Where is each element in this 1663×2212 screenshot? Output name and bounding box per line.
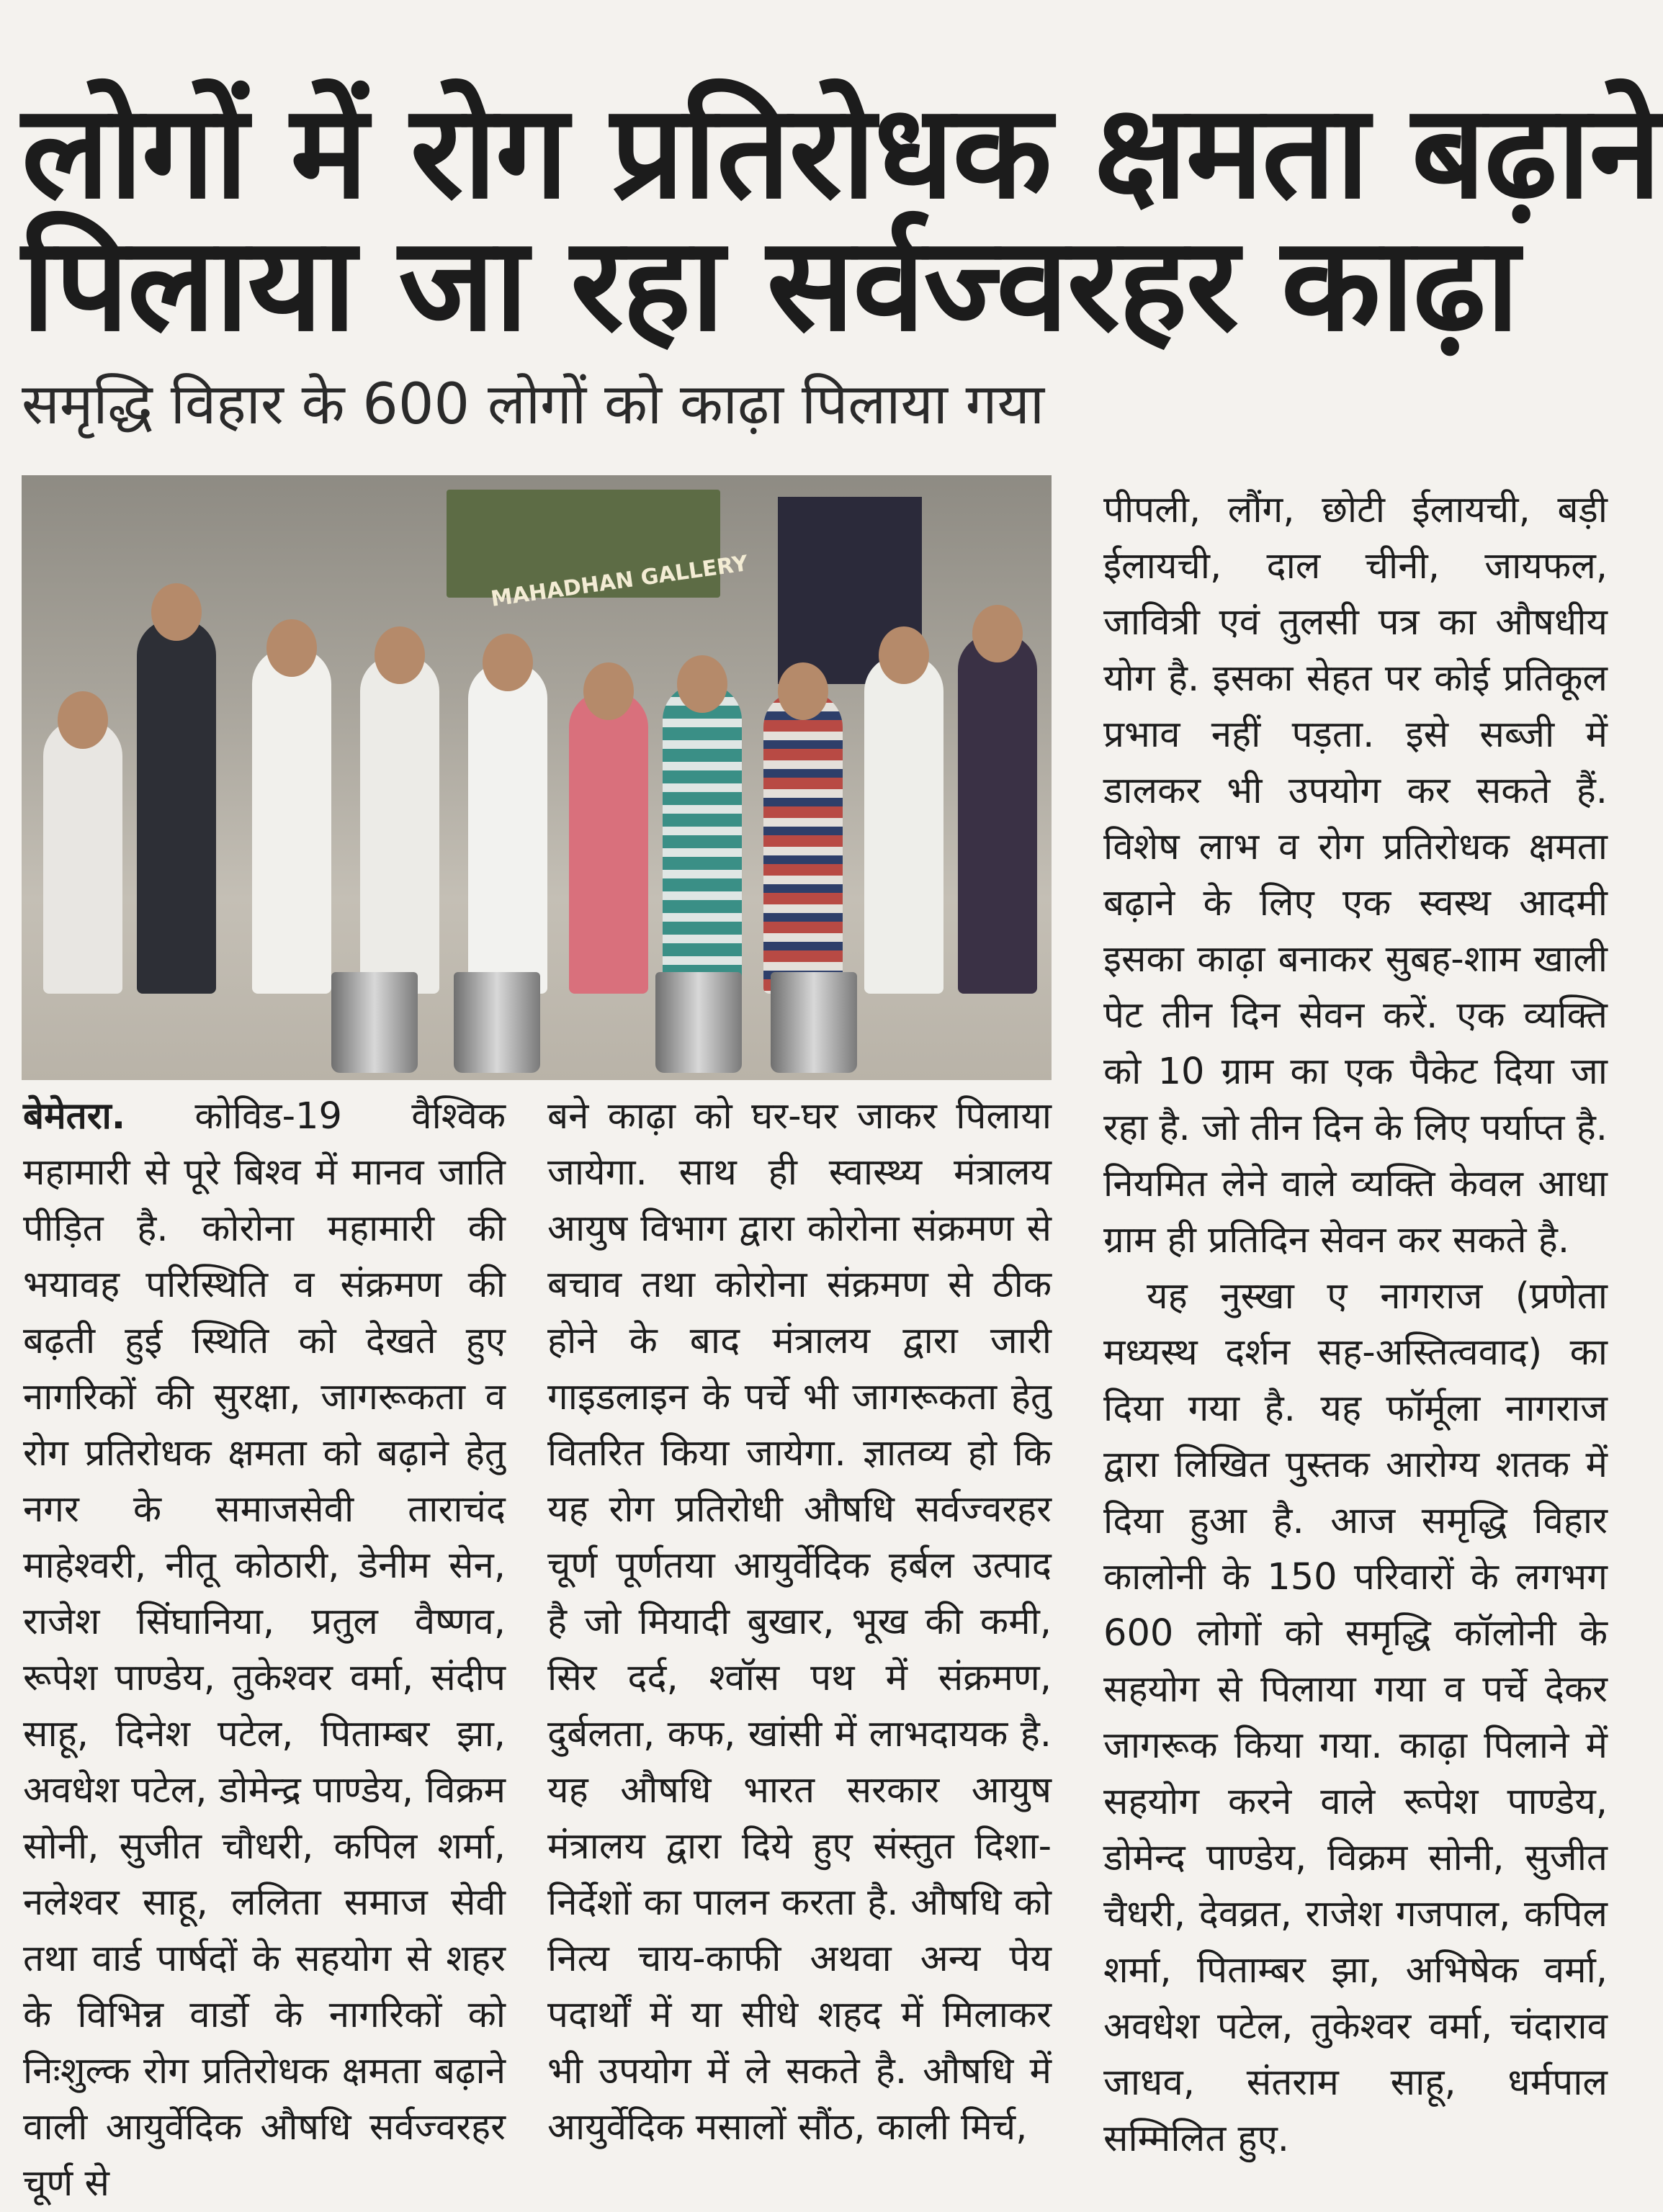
person-head <box>58 691 108 749</box>
person <box>958 634 1037 994</box>
person-head <box>879 626 929 684</box>
gallery-sign <box>447 490 750 612</box>
person <box>43 720 122 994</box>
person <box>468 662 547 994</box>
person-head <box>266 619 317 677</box>
person <box>252 648 331 994</box>
column-1-text: कोविड-19 वैश्विक महामारी से पूरे बिश्व में मानव जाति पीड़ित है. कोरोना महामारी की भयावह परिस्थिति व संक्रमण की बढ़ती हुई स्थिति को देखते हुए नागरिकों की सुरक्षा, जागरूकता व रोग प्रतिरोधक क्षमता को बढ़ाने हेतु नगर के समाजसेवी ताराचंद माहेश्वरी, नीतू कोठारी, डेनीम सेन, राजेश सिंघानिया, प्रतुल वैष्णव, रूपेश पाण्डेय, तुकेश्वर वर्मा, संदीप साहू, दिनेश पटेल, पिताम्बर झा, अवधेश पटेल, डोमेन्द्र पाण्डेय, विक्रम सोनी, सुजीत चौधरी, कपिल शर्मा, नलेश्वर साहू, ललिता समाज सेवी तथा वार्ड पार्षदों के सहयोग से शहर के विभिन्न वार्डो के नागरिकों को निःशुल्क रोग प्रतिरोधक क्षमता बढ़ाने वाली आयुर्वेदिक औषधि सर्वज्वरहर चूर्ण से <box>23 1095 506 2205</box>
person <box>360 655 439 994</box>
steel-pot <box>331 972 418 1073</box>
person <box>763 691 843 994</box>
steel-pot <box>454 972 540 1073</box>
column-3 <box>1103 482 1608 2167</box>
column-1 <box>23 1089 506 2212</box>
person-head <box>583 662 634 720</box>
person-head <box>778 662 828 720</box>
headline-line-1: लोगों में रोग प्रतिरोधक क्षमता बढ़ाने <box>22 77 1660 228</box>
person <box>569 691 648 994</box>
news-photo <box>22 475 1052 1080</box>
person-head <box>483 634 533 691</box>
steel-pot <box>771 972 857 1073</box>
column-3-paragraph-1: पीपली, लौंग, छोटी ईलायची, बड़ी ईलायची, दाल चीनी, जायफल, जावित्री एवं तुलसी पत्र का औषधीय योग है. इसका सेहत पर कोई प्रतिकूल प्रभाव नहीं पड़ता. इसे सब्जी में डालकर भी उपयोग कर सकते हैं. विशेष लाभ व रोग प्रतिरोधक क्षमता बढ़ाने के लिए एक स्वस्थ आदमी इसका काढ़ा बनाकर सुबह-शाम खाली पेट तीन दिन सेवन करें. एक व्यक्ति को 10 ग्राम का एक पैकेट दिया जा रहा है. जो तीन दिन के लिए पर्याप्त है. नियमित लेने वाले व्यक्ति केवल आधा ग्राम ही प्रतिदिन सेवन कर सकते है. <box>1103 489 1608 1262</box>
person <box>663 684 742 994</box>
person-head <box>972 605 1023 662</box>
column-1-paragraph <box>23 1089 506 2212</box>
person-head <box>375 626 425 684</box>
column-3-paragraph-2: यह नुस्खा ए नागराज (प्रणेता मध्यस्थ दर्शन सह-अस्तित्ववाद) का दिया गया है. यह फॉर्मूला नागराज द्वारा लिखित पुस्तक आरोग्य शतक में दिया हुआ है. आज समृद्धि विहार कालोनी के 150 परिवारों के लगभग 600 लोगों को समृद्धि कॉलोनी के सहयोग से पिलाया गया व पर्चे देकर जागरूक किया गया. काढ़ा पिलाने में सहयोग करने वाले रूपेश पाण्डेय, डोमेन्द पाण्डेय, विक्रम सोनी, सुजीत चैधरी, देवव्रत, राजेश गजपाल, कपिल शर्मा, पिताम्बर झा, अभिषेक वर्मा, अवधेश पटेल, तुकेश्वर वर्मा, चंदाराव जाधव, संतराम साहू, धर्मपाल सम्मिलित हुए. <box>1103 1275 1608 2160</box>
subheadline: समृद्धि विहार के 600 लोगों को काढ़ा पिलाया गया <box>22 372 1045 437</box>
person-head <box>677 655 727 713</box>
gallery-sign-text: MAHADHAN GALLERY <box>489 551 750 612</box>
headline <box>22 77 1660 360</box>
steel-pot <box>655 972 742 1073</box>
dateline: बेमेतरा. <box>23 1095 126 1138</box>
person <box>864 655 943 994</box>
column-2-text: बने काढ़ा को घर-घर जाकर पिलाया जायेगा. साथ ही स्वास्थ्य मंत्रालय आयुष विभाग द्वारा कोरोना संक्रमण से बचाव तथा कोरोना संक्रमण से ठीक होने के बाद मंत्रालय द्वारा जारी गाइडलाइन के पर्चे भी जागरूकता हेतु वितरित किया जायेगा. ज्ञातव्य हो कि यह रोग प्रतिरोधी औषधि सर्वज्वरहर चूर्ण पूर्णतया आयुर्वेदिक हर्बल उत्पाद है जो मियादी बुखार, भूख की कमी, सिर दर्द, श्वॉस पथ में संक्रमण, दुर्बलता, कफ, खांसी में लाभदायक है. यह औषधि भारत सरकार आयुष मंत्रालय द्वारा दिये हुए संस्तुत दिशा-निर्देशों का पालन करता है. औषधि को नित्य चाय-काफी अथवा अन्य पेय पदार्थों में या सीधे शहद में मिलाकर भी उपयोग में ले सकते है. औषधि में आयुर्वेदिक मसालों सौंठ, काली मिर्च, <box>547 1095 1052 2149</box>
column-2 <box>547 1089 1052 2156</box>
person <box>137 619 216 994</box>
headline-line-2: पिलाया जा रहा सर्वज्वरहर काढ़ा <box>22 209 1518 360</box>
person-head <box>151 583 202 641</box>
